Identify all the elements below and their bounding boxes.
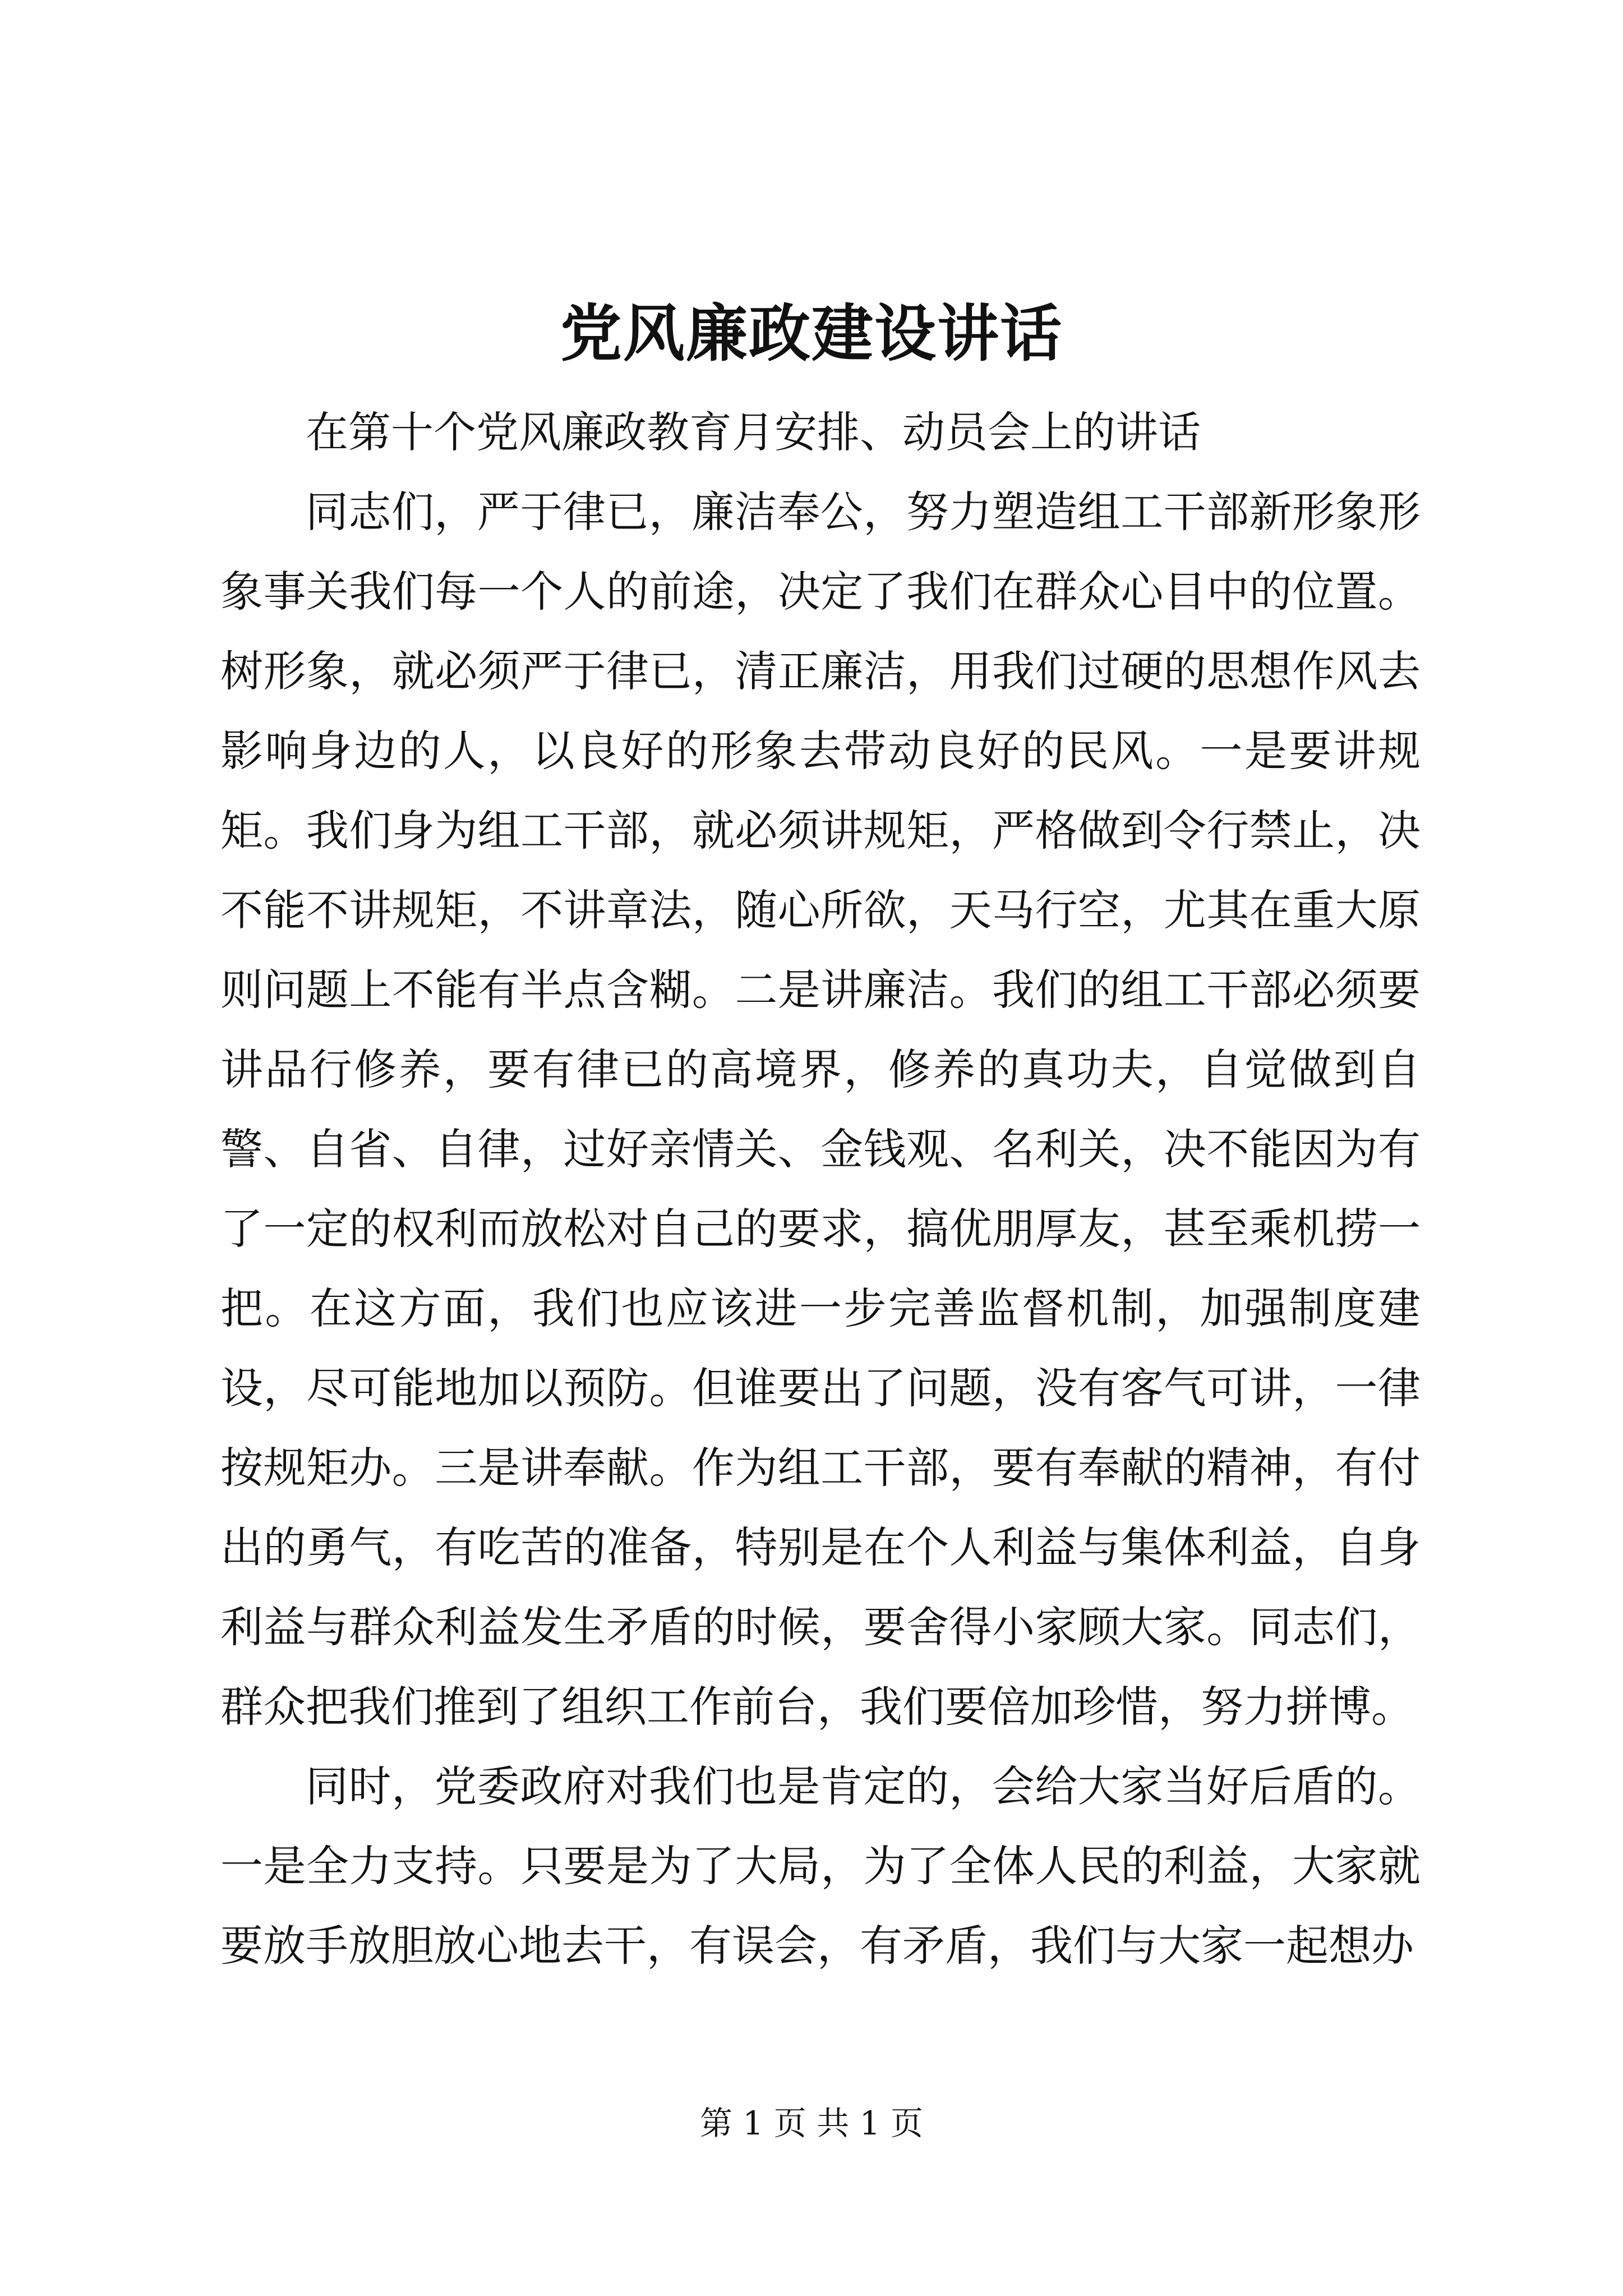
paragraph-2: 同时，党委政府对我们也是肯定的，会给大家当好后盾的。一是全力支持。只要是为了大局，为了全体人民的利益，大家就要放手放胆放心地去干，有误会，有矛盾，我们与大家一起想办	[220, 1761, 1421, 1971]
paragraph-1: 同志们，严于律已，廉洁奉公，努力塑造组工干部新形象形象事关我们每一个人的前途，决定了我们在群众心目中的位置。树形象，就必须严于律已，清正廉洁，用我们过硬的思想作风去影响身边的人，以良好的形象去带动良好的民风。一是要讲规矩。我们身为组工干部，就必须讲规矩，严格做到令行禁止，决不能不讲规矩，不讲章法，随心所欲，天马行空，尤其在重大原则问题上不能有半点含糊。二是讲廉洁。我们的组工干部必须要讲品行修养，要有律已的高境界，修养的真功夫，自觉做到自警、自省、自律，过好亲情关、金钱观、名利关，决不能因为有了一定的权利而放松对自己的要求，搞优朋厚友，甚至乘机捞一把。在这方面，我们也应该进一步完善监督机制，加强制度建设，尽可能地加以预防。但谁要出了问题，没有客气可讲，一律按规矩办。三是讲奉献。作为组工干部，要有奉献的精神，有付出的勇气，有吃苦的准备，特别是在个人利益与集体利益，自身利益与群众利益发生矛盾的时候，要舍得小家顾大家。同志们，群众把我们推到了组织工作前台，我们要倍加珍惜，努力拼博。	[220, 487, 1421, 1732]
document-subtitle: 在第十个党风廉政教育月安排、动员会上的讲话	[306, 407, 1201, 457]
document-body	[220, 393, 1421, 1986]
page-footer: 第 1 页 共 1 页	[700, 2104, 923, 2142]
document-title: 党风廉政建设讲话	[560, 297, 1063, 370]
